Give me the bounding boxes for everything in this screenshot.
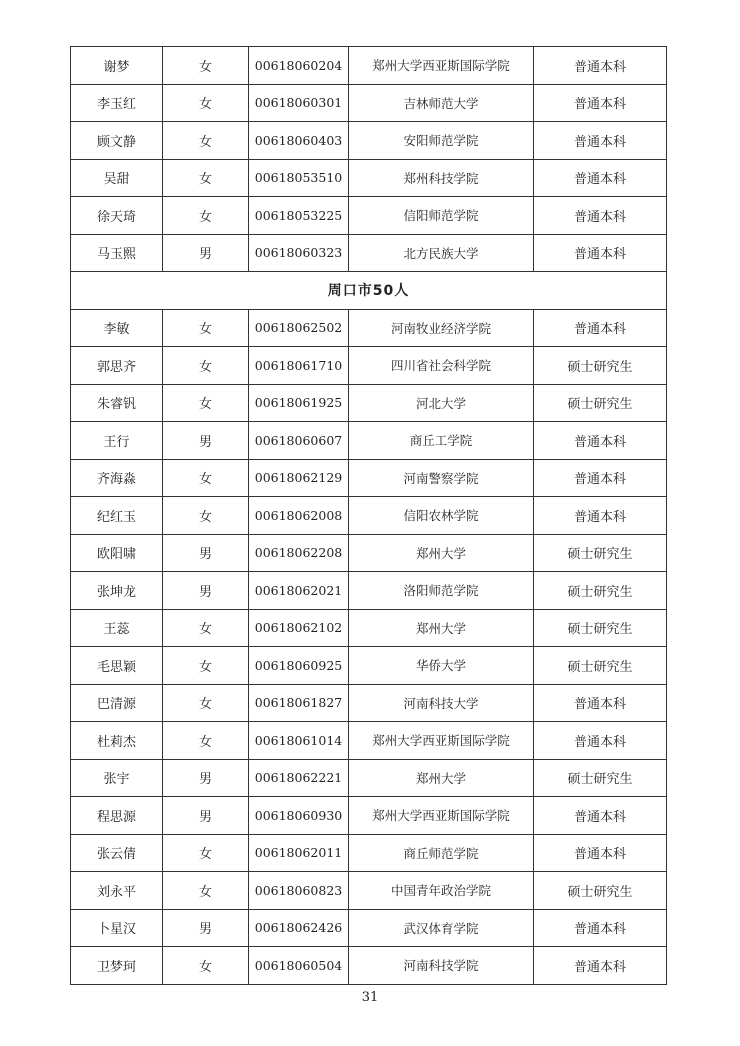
name-cell: 刘永平: [71, 872, 163, 910]
name-cell: 张坤龙: [71, 572, 163, 610]
gender-cell: 女: [163, 647, 249, 685]
roster-body: [71, 47, 667, 985]
table-row: [71, 947, 667, 985]
exam-id-cell: 00618060925: [249, 647, 349, 685]
degree-cell: 普通本科: [534, 159, 667, 197]
school-cell: 郑州大学: [349, 759, 534, 797]
gender-cell: 女: [163, 684, 249, 722]
school-cell: 郑州大学西亚斯国际学院: [349, 722, 534, 760]
degree-cell: 普通本科: [534, 722, 667, 760]
gender-cell: 女: [163, 197, 249, 235]
gender-cell: 男: [163, 534, 249, 572]
table-row: [71, 422, 667, 460]
gender-cell: 女: [163, 722, 249, 760]
degree-cell: 硕士研究生: [534, 872, 667, 910]
school-cell: 中国青年政治学院: [349, 872, 534, 910]
name-cell: 李敏: [71, 309, 163, 347]
name-cell: 巴清源: [71, 684, 163, 722]
name-cell: 吴甜: [71, 159, 163, 197]
table-row: [71, 759, 667, 797]
degree-cell: 普通本科: [534, 684, 667, 722]
name-cell: 齐海淼: [71, 459, 163, 497]
table-row: [71, 647, 667, 685]
table-row: [71, 797, 667, 835]
exam-id-cell: 00618062011: [249, 834, 349, 872]
school-cell: 郑州大学: [349, 609, 534, 647]
exam-id-cell: 00618060403: [249, 122, 349, 160]
table-row: [71, 459, 667, 497]
degree-cell: 普通本科: [534, 834, 667, 872]
gender-cell: 女: [163, 47, 249, 85]
exam-id-cell: 00618053225: [249, 197, 349, 235]
school-cell: 河南科技学院: [349, 947, 534, 985]
degree-cell: 硕士研究生: [534, 384, 667, 422]
school-cell: 北方民族大学: [349, 234, 534, 272]
school-cell: 洛阳师范学院: [349, 572, 534, 610]
gender-cell: 女: [163, 834, 249, 872]
gender-cell: 女: [163, 609, 249, 647]
exam-id-cell: 00618061014: [249, 722, 349, 760]
table-row: [71, 84, 667, 122]
exam-id-cell: 00618062502: [249, 309, 349, 347]
school-cell: 吉林师范大学: [349, 84, 534, 122]
table-row: [71, 834, 667, 872]
table-row: [71, 197, 667, 235]
school-cell: 郑州大学西亚斯国际学院: [349, 47, 534, 85]
name-cell: 王蕊: [71, 609, 163, 647]
name-cell: 杜莉杰: [71, 722, 163, 760]
name-cell: 程思源: [71, 797, 163, 835]
name-cell: 欧阳啸: [71, 534, 163, 572]
school-cell: 四川省社会科学院: [349, 347, 534, 385]
school-cell: 河南警察学院: [349, 459, 534, 497]
degree-cell: 普通本科: [534, 947, 667, 985]
exam-id-cell: 00618060504: [249, 947, 349, 985]
exam-id-cell: 00618061710: [249, 347, 349, 385]
exam-id-cell: 00618060607: [249, 422, 349, 460]
name-cell: 张云倩: [71, 834, 163, 872]
exam-id-cell: 00618060301: [249, 84, 349, 122]
exam-id-cell: 00618062129: [249, 459, 349, 497]
gender-cell: 女: [163, 122, 249, 160]
table-row: [71, 572, 667, 610]
exam-id-cell: 00618060930: [249, 797, 349, 835]
table-row: [71, 309, 667, 347]
gender-cell: 女: [163, 872, 249, 910]
school-cell: 河北大学: [349, 384, 534, 422]
exam-id-cell: 00618061827: [249, 684, 349, 722]
exam-id-cell: 00618060823: [249, 872, 349, 910]
exam-id-cell: 00618062208: [249, 534, 349, 572]
gender-cell: 女: [163, 459, 249, 497]
table-row: [71, 684, 667, 722]
exam-id-cell: 00618053510: [249, 159, 349, 197]
name-cell: 王行: [71, 422, 163, 460]
exam-id-cell: 00618062021: [249, 572, 349, 610]
page-number: 31: [361, 990, 379, 1005]
gender-cell: 男: [163, 909, 249, 947]
school-cell: 郑州大学: [349, 534, 534, 572]
name-cell: 顾文静: [71, 122, 163, 160]
gender-cell: 男: [163, 234, 249, 272]
name-cell: 马玉熙: [71, 234, 163, 272]
degree-cell: 普通本科: [534, 422, 667, 460]
exam-id-cell: 00618060204: [249, 47, 349, 85]
degree-cell: 普通本科: [534, 122, 667, 160]
roster-table: [70, 46, 667, 985]
name-cell: 纪红玉: [71, 497, 163, 535]
school-cell: 郑州科技学院: [349, 159, 534, 197]
gender-cell: 女: [163, 309, 249, 347]
name-cell: 谢梦: [71, 47, 163, 85]
section-header-row: [71, 272, 667, 310]
table-row: [71, 609, 667, 647]
exam-id-cell: 00618060323: [249, 234, 349, 272]
table-row: [71, 159, 667, 197]
degree-cell: 硕士研究生: [534, 759, 667, 797]
name-cell: 郭思齐: [71, 347, 163, 385]
school-cell: 信阳师范学院: [349, 197, 534, 235]
table-row: [71, 384, 667, 422]
table-row: [71, 722, 667, 760]
degree-cell: 硕士研究生: [534, 572, 667, 610]
gender-cell: 男: [163, 797, 249, 835]
degree-cell: 硕士研究生: [534, 534, 667, 572]
degree-cell: 硕士研究生: [534, 609, 667, 647]
gender-cell: 男: [163, 572, 249, 610]
school-cell: 武汉体育学院: [349, 909, 534, 947]
table-row: [71, 347, 667, 385]
school-cell: 商丘工学院: [349, 422, 534, 460]
table-row: [71, 497, 667, 535]
name-cell: 朱睿钒: [71, 384, 163, 422]
degree-cell: 普通本科: [534, 459, 667, 497]
degree-cell: 硕士研究生: [534, 347, 667, 385]
name-cell: 张宇: [71, 759, 163, 797]
name-cell: 徐天琦: [71, 197, 163, 235]
degree-cell: 普通本科: [534, 234, 667, 272]
name-cell: 李玉红: [71, 84, 163, 122]
gender-cell: 女: [163, 84, 249, 122]
exam-id-cell: 00618062008: [249, 497, 349, 535]
degree-cell: 普通本科: [534, 47, 667, 85]
school-cell: 河南牧业经济学院: [349, 309, 534, 347]
name-cell: 毛思颖: [71, 647, 163, 685]
degree-cell: 普通本科: [534, 197, 667, 235]
degree-cell: 硕士研究生: [534, 647, 667, 685]
gender-cell: 女: [163, 497, 249, 535]
gender-cell: 女: [163, 159, 249, 197]
degree-cell: 普通本科: [534, 497, 667, 535]
gender-cell: 女: [163, 347, 249, 385]
gender-cell: 男: [163, 422, 249, 460]
table-row: [71, 122, 667, 160]
name-cell: 卜星汉: [71, 909, 163, 947]
section-title: 周口市50人: [71, 272, 667, 310]
name-cell: 卫梦珂: [71, 947, 163, 985]
table-row: [71, 534, 667, 572]
exam-id-cell: 00618062102: [249, 609, 349, 647]
gender-cell: 女: [163, 947, 249, 985]
exam-id-cell: 00618062221: [249, 759, 349, 797]
degree-cell: 普通本科: [534, 84, 667, 122]
exam-id-cell: 00618061925: [249, 384, 349, 422]
degree-cell: 普通本科: [534, 909, 667, 947]
school-cell: 华侨大学: [349, 647, 534, 685]
school-cell: 郑州大学西亚斯国际学院: [349, 797, 534, 835]
school-cell: 河南科技大学: [349, 684, 534, 722]
table-row: [71, 872, 667, 910]
school-cell: 安阳师范学院: [349, 122, 534, 160]
table-row: [71, 234, 667, 272]
degree-cell: 普通本科: [534, 309, 667, 347]
table-row: [71, 909, 667, 947]
table-row: [71, 47, 667, 85]
school-cell: 商丘师范学院: [349, 834, 534, 872]
gender-cell: 女: [163, 384, 249, 422]
gender-cell: 男: [163, 759, 249, 797]
exam-id-cell: 00618062426: [249, 909, 349, 947]
school-cell: 信阳农林学院: [349, 497, 534, 535]
degree-cell: 普通本科: [534, 797, 667, 835]
